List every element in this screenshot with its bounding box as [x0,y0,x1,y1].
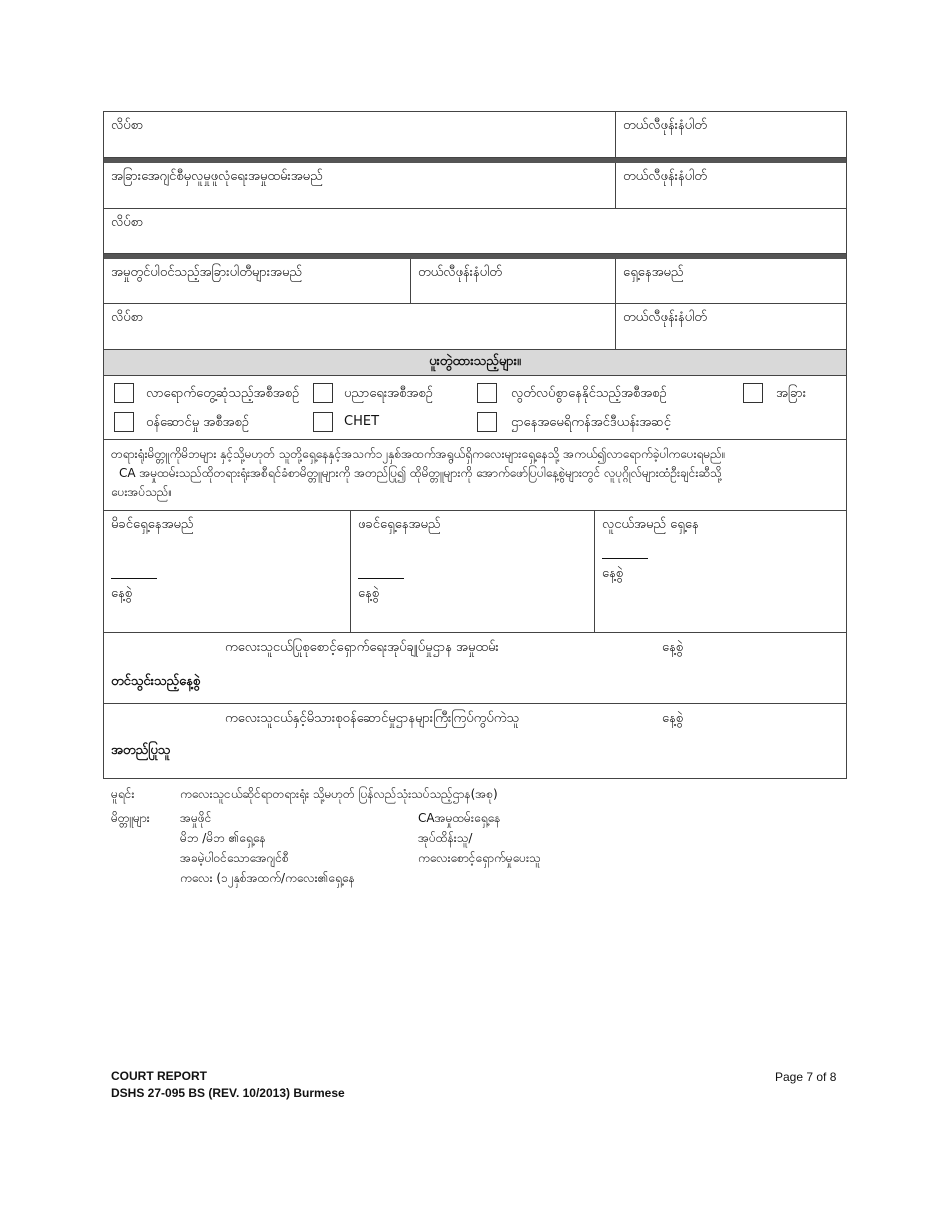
attorney-name-field[interactable] [616,259,846,303]
copy-recipient: ကလေးစောင့်ရှောက်မှုပေးသူ [418,851,541,865]
address-row-3 [104,304,846,350]
youth-date-line [602,558,648,559]
service-plan-label: ဝန်ဆောင်မှု အစီအစဉ် [146,415,249,430]
mother-attorney-field[interactable] [104,511,351,632]
footer-form-number: DSHS 27-095 BS (REV. 10/2013) Burmese [111,1086,345,1100]
page-number: Page 7 of 8 [775,1070,837,1084]
chet-label: CHET [344,414,380,429]
address-label: လိပ်စာ [111,310,144,325]
father-attorney-label: ဖခင်ရှေ့နေအမည် [358,517,441,532]
phone-field-4[interactable] [616,304,846,349]
chet-checkbox[interactable] [313,412,333,432]
address-row-1 [104,112,846,158]
other-parties-label: အမှုတွင်ပါဝင်သည့်အခြားပါတီများအမည် [111,265,302,280]
mother-attorney-label: မိခင်ရှေ့နေအမည် [111,517,194,532]
supervisor-label: ကလေးသူငယ်နှင့်မိသားစုဝန်ဆောင်မှုဌာနများကြီးကြပ်ကွပ်ကဲသူ [225,711,520,726]
court-report-form [103,111,847,779]
address-label: လိပ်စာ [111,215,144,230]
copy-recipient: CAအမှုထမ်းရှေ့နေ [418,811,501,825]
other-parties-field[interactable] [104,259,411,303]
phone-label: တယ်လီဖုန်းနံပါတ် [623,169,707,184]
phone-label: တယ်လီဖုန်းနံပါတ် [418,265,502,280]
other-label: အခြား [776,386,807,401]
education-plan-checkbox[interactable] [313,383,333,403]
footer-title: COURT REPORT [111,1069,207,1083]
visitation-plan-label: လာရောက်တွေ့ဆုံသည့်အစီအစဉ် [146,386,300,401]
youth-attorney-label: လူငယ်အမည် ရှေ့နေ [602,517,699,532]
phone-field-1[interactable] [616,112,846,157]
phone-label: တယ်လီဖုန်းနံပါတ် [623,118,707,133]
other-checkbox[interactable] [743,383,763,403]
submitted-by-row[interactable] [104,633,846,704]
original-label: မူရင်း [111,787,135,801]
other-agency-row [104,163,846,209]
copy-recipient: ကလေး (၁၂နှစ်အထက်/ကလေး၏ရှေ့နေ [180,871,355,885]
approved-by-heading: အတည်ပြုသူ [111,743,171,758]
mother-date-line [111,578,157,579]
cps-worker-label: ကလေးသူငယ်ပြုစုစောင့်ရှောက်ရေးအုပ်ချုပ်မှုဌာန အမှုထမ်း [225,640,499,655]
father-date-line [358,578,404,579]
youth-date-label: နေ့စွဲ [602,566,624,581]
notice-line-3: ပေးအပ်သည်။ [111,485,173,499]
copies-label: မိတ္တူများ [111,811,150,825]
attachments-header [104,350,846,376]
submitted-date-label: နေ့စွဲ [662,640,684,655]
other-parties-row [104,259,846,304]
attachments-checkbox-area [104,376,846,440]
father-date-label: နေ့စွဲ [358,586,380,601]
address-field-3[interactable] [104,304,616,349]
other-agency-worker-label: အခြားအေဂျင်စီမှလူမှုဖူလုံရေးအမှုထမ်းအမည် [111,169,323,184]
education-plan-label: ပညာရေးအစီအစဉ် [344,386,433,401]
notice-line-2: CA အမှုထမ်းသည်ထိုတရားရုံးအစီရင်ခံစာမိတ္တူများကို အတည်ပြု၍ ထိုမိတ္တူများကို အောက်ဖော်ပြပါနေ့စွဲများတွင် လူပုဂ္ဂိုလ်များထံဦးချင်းဆီသို့ [119,466,722,480]
notice-line-1: တရားရုံးမိတ္တူကိုမိဘများ နှင့်သို့မဟုတ် သူတို့ရှေ့နေနှင့်အသက်၁၂နှစ်အထက်အရွယ်ရှိကလေးများရှေ့နေသို့ အကယ်၍လာရောက်ခဲ့ပါကပေးရမည်။ [111,447,726,461]
independent-living-checkbox[interactable] [477,383,497,403]
native-american-status-checkbox[interactable] [477,412,497,432]
attorney-name-label: ရှေ့နေအမည် [623,265,684,280]
address-row-2 [104,209,846,254]
other-agency-worker-field[interactable] [104,163,616,208]
attachments-header-text: ပူးတွဲထားသည့်များ။ [429,354,521,369]
independent-living-label: လွတ်လပ်စွာနေနိုင်သည့်အစီအစဉ် [511,386,667,401]
address-field-1[interactable] [104,112,616,157]
phone-field-2[interactable] [616,163,846,208]
address-label: လိပ်စာ [111,118,144,133]
native-american-status-label: ဌာနေအမေရိကန်အင်ဒီယန်းအဆင့် [511,415,671,430]
visitation-plan-checkbox[interactable] [114,383,134,403]
address-field-2[interactable] [104,209,846,253]
father-attorney-field[interactable] [351,511,595,632]
submitted-date-heading: တင်သွင်းသည့်နေ့စွဲ [111,674,201,689]
original-recipient: ကလေးသူငယ်ဆိုင်ရာတရားရုံး သို့မဟုတ် ပြန်လည်သုံးသပ်သည့်ဌာန(အစု) [180,787,498,801]
phone-label: တယ်လီဖုန်းနံပါတ် [623,310,707,325]
approved-by-row[interactable] [104,704,846,778]
copy-recipient: မိဘ /မိဘ ၏ရှေ့နေ [180,831,266,845]
service-plan-checkbox[interactable] [114,412,134,432]
copy-recipient: အုပ်ထိန်းသူ/ [418,831,473,845]
youth-attorney-field[interactable] [595,511,846,632]
approved-date-label: နေ့စွဲ [662,711,684,726]
distribution-notice [104,440,846,511]
copy-recipient: အမှုဖိုင် [180,811,212,825]
phone-field-3[interactable] [411,259,616,303]
mother-date-label: နေ့စွဲ [111,586,133,601]
copy-recipient: အခမဲ့ပါဝင်သောအေဂျင်စီ [180,851,289,865]
attorney-signature-row [104,511,846,633]
